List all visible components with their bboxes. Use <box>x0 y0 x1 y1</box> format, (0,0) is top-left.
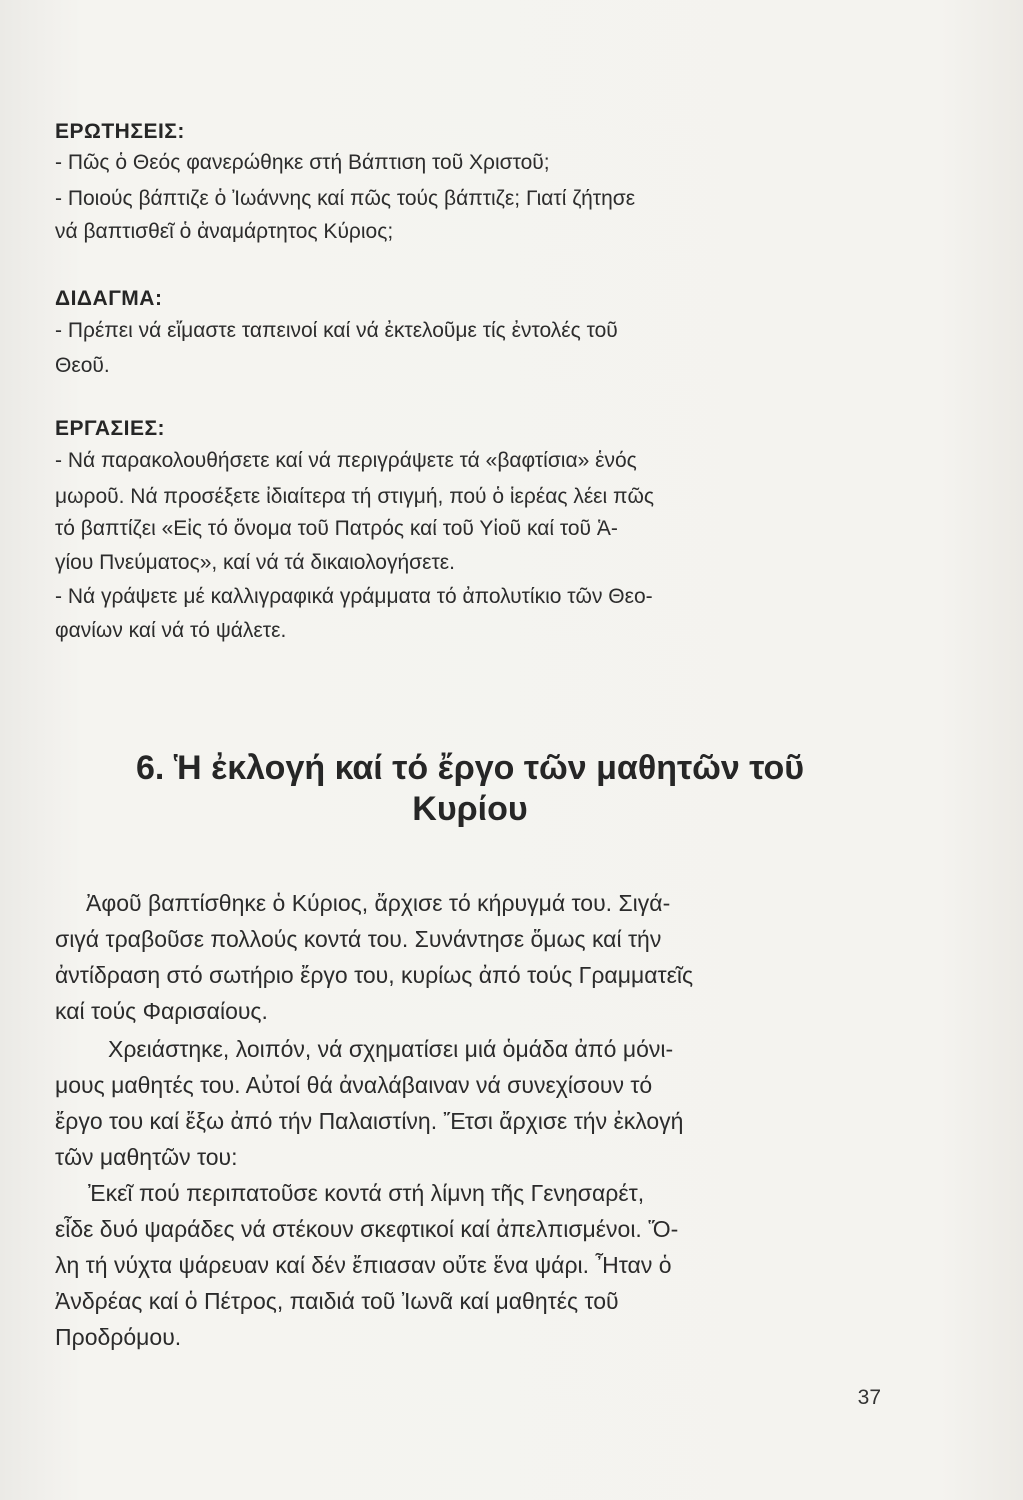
body-line: καί τούς Φαρισαίους. <box>55 998 268 1024</box>
section-title: 6. Ἡ ἐκλογή καί τό ἔργο τῶν μαθητῶν τοῦ <box>135 749 805 787</box>
body-line: σιγά τραβοῦσε πολλούς κοντά του. Συνάντησε ὅμως καί τήν <box>55 926 662 952</box>
task-line: - Νά παρακολουθήσετε καί νά περιγράψετε τά «βαφτίσια» ἑνός <box>55 449 637 472</box>
question-line: - Πῶς ὁ Θεός φανερώθηκε στή Βάπτιση τοῦ Χριστοῦ; <box>55 151 550 174</box>
body-line: Ἐκεῖ πού περιπατοῦσε κοντά στή λίμνη τῆς Γενησαρέτ, <box>88 1180 645 1206</box>
body-line: Χρειάστηκε, λοιπόν, νά σχηματίσει μιά ὁμάδα ἀπό μόνι- <box>108 1036 674 1062</box>
question-line: - Ποιούς βάπτιζε ὁ Ἰωάννης καί πῶς τούς βάπτιζε; Γιατί ζήτησε <box>55 187 636 210</box>
task-line: - Νά γράψετε μέ καλλιγραφικά γράμματα τό ἀπολυτίκιο τῶν Θεο- <box>55 585 653 608</box>
tasks-heading: ΕΡΓΑΣΙΕΣ: <box>55 417 166 440</box>
body-line: εἶδε δυό ψαράδες νά στέκουν σκεφτικοί καί ἀπελπισμένοι. Ὅ- <box>55 1216 679 1242</box>
body-line: Προδρόμου. <box>55 1324 182 1350</box>
body-line: λη τή νύχτα ψάρευαν καί δέν ἔπιασαν οὔτε ἕνα ψάρι. Ἦταν ὁ <box>55 1252 672 1278</box>
task-line: μωροῦ. Νά προσέξετε ἰδιαίτερα τή στιγμή, πού ὁ ἱερέας λέει πῶς <box>55 485 655 508</box>
body-line: μους μαθητές του. Αὐτοί θά ἀναλάβαιναν νά συνεχίσουν τό <box>55 1072 653 1098</box>
body-line: Ἀνδρέας καί ὁ Πέτρος, παιδιά τοῦ Ἰωνᾶ καί μαθητές τοῦ <box>55 1288 619 1314</box>
body-line: Ἀφοῦ βαπτίσθηκε ὁ Κύριος, ἄρχισε τό κήρυγμά του. Σιγά- <box>86 890 671 916</box>
task-line: φανίων καί νά τό ψάλετε. <box>55 619 287 642</box>
body-line: ἔργο του καί ἔξω ἀπό τήν Παλαιστίνη. Ἔτσι ἄρχισε τήν ἐκλογή <box>55 1108 684 1134</box>
lesson-heading: ΔΙΔΑΓΜΑ: <box>55 287 163 310</box>
task-line: γίου Πνεύματος», καί νά τά δικαιολογήσετε. <box>55 551 455 574</box>
section-title-continued: Κυρίου <box>412 790 528 828</box>
lesson-line: - Πρέπει νά εἴμαστε ταπεινοί καί νά ἐκτελοῦμε τίς ἐντολές τοῦ <box>55 319 618 342</box>
task-line: τό βαπτίζει «Εἰς τό ὄνομα τοῦ Πατρός καί τοῦ Υἱοῦ καί τοῦ Ἁ- <box>55 517 618 540</box>
questions-heading: ΕΡΩΤΗΣΕΙΣ: <box>55 120 185 143</box>
body-line: ἀντίδραση στό σωτήριο ἔργο του, κυρίως ἀπό τούς Γραμματεῖς <box>55 962 694 988</box>
question-line: νά βαπτισθεῖ ὁ ἀναμάρτητος Κύριος; <box>55 220 394 243</box>
page-number: 37 <box>857 1386 881 1409</box>
lesson-line: Θεοῦ. <box>55 354 110 377</box>
body-line: τῶν μαθητῶν του: <box>55 1144 238 1170</box>
